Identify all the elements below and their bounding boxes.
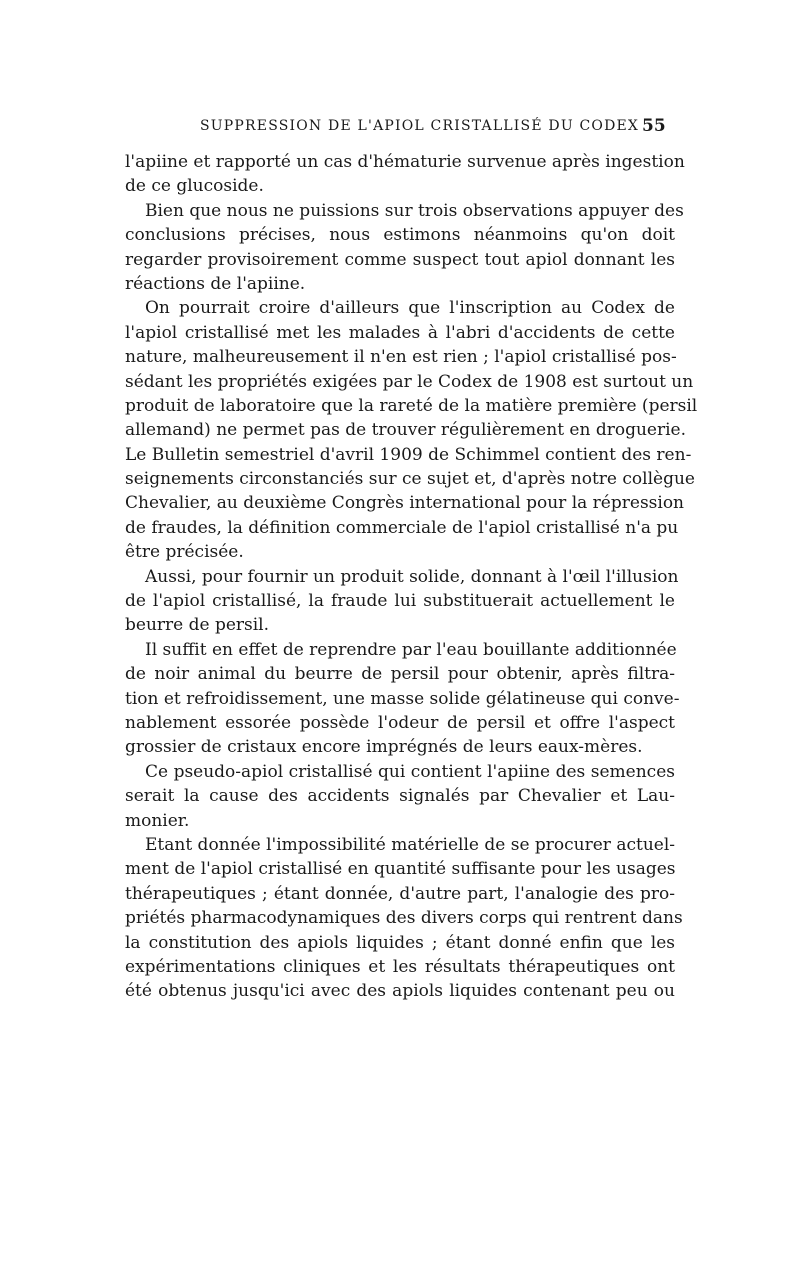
- text-line: grossier de cristaux encore imprégnés de leurs eaux-mères.: [125, 737, 643, 758]
- text-line: ment de l'apiol cristallisé en quantité suffisante pour les usages: [125, 859, 676, 880]
- text-line: beurre de persil.: [125, 615, 270, 636]
- text-line: Le Bulletin semestriel d'avril 1909 de Schimmel contient des ren-: [125, 444, 692, 465]
- text-line: expérimentations cliniques et les résultats thérapeutiques ont: [125, 956, 675, 977]
- page-header: [0, 118, 800, 142]
- text-line: de noir animal du beurre de persil pour obtenir, après filtra-: [125, 664, 675, 685]
- text-line: regarder provisoirement comme suspect tout apiol donnant les: [125, 249, 675, 270]
- text-line: tion et refroidissement, une masse solide gélatineuse qui conve-: [125, 688, 680, 709]
- text-line: priétés pharmacodynamiques des divers corps qui rentrent dans: [125, 908, 683, 929]
- text-line: Chevalier, au deuxième Congrès international pour la répression: [125, 493, 685, 514]
- text-line: serait la cause des accidents signalés par Chevalier et Lau-: [125, 786, 675, 807]
- text-line: produit de laboratoire que la rareté de la matière première (persil: [125, 395, 698, 416]
- text-line: Aussi, pour fournir un produit solide, donnant à l'œil l'illusion: [145, 566, 679, 587]
- body-text: [125, 150, 698, 1004]
- text-line: être précisée.: [125, 542, 244, 563]
- text-line: conclusions précises, nous estimons néanmoins qu'on doit: [125, 225, 675, 246]
- text-line: seignements circonstanciés sur ce sujet et, d'après notre collègue: [125, 469, 695, 490]
- text-line: allemand) ne permet pas de trouver régulièrement en droguerie.: [125, 420, 686, 441]
- text-line: Ce pseudo-apiol cristallisé qui contient l'apiine des semences: [145, 761, 675, 782]
- text-line: de l'apiol cristallisé, la fraude lui substituerait actuellement le: [125, 591, 675, 612]
- text-line: monier.: [125, 810, 190, 831]
- text-line: Etant donnée l'impossibilité matérielle de se procurer actuel-: [145, 834, 676, 855]
- text-line: On pourrait croire d'ailleurs que l'inscription au Codex de: [145, 298, 675, 319]
- text-line: de ce glucoside.: [125, 176, 264, 197]
- text-line: Il suffit en effet de reprendre par l'eau bouillante additionnée: [145, 639, 677, 660]
- text-line: l'apiol cristallisé met les malades à l'abri d'accidents de cette: [125, 322, 675, 343]
- text-line: réactions de l'apiine.: [125, 273, 306, 294]
- text-line: thérapeutiques ; étant donnée, d'autre part, l'analogie des pro-: [125, 883, 675, 904]
- text-line: sédant les propriétés exigées par le Codex de 1908 est surtout un: [125, 371, 694, 392]
- text-line: l'apiine et rapporté un cas d'hématurie survenue après ingestion: [125, 152, 685, 172]
- running-title: SUPPRESSION DE L'APIOL CRISTALLISÉ DU CODEX: [200, 118, 640, 134]
- page-number: 55: [642, 116, 666, 136]
- text-line: de fraudes, la définition commerciale de l'apiol cristallisé n'a pu: [125, 517, 679, 538]
- text-line: nature, malheureusement il n'en est rien ; l'apiol cristallisé pos-: [125, 347, 677, 368]
- text-line: la constitution des apiols liquides ; étant donné enfin que les: [125, 932, 675, 953]
- text-line: Bien que nous ne puissions sur trois observations appuyer des: [145, 200, 684, 221]
- text-line: été obtenus jusqu'ici avec des apiols liquides contenant peu ou: [125, 981, 675, 1002]
- text-line: nablement essorée possède l'odeur de persil et offre l'aspect: [125, 712, 675, 733]
